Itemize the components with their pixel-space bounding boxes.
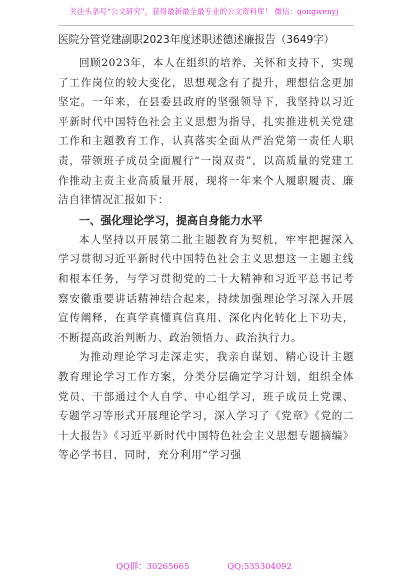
intro-paragraph: 回顾2023年，本人在组织的培养、关怀和支持下，实现了工作岗位的较大变化，思想观念有了提升，理想信念更加坚定。一年来，在县委县政府的坚强领导下，我坚持以习近平新时代中国特色社会主义思想为指导，扎实推进机关党建工作和主题教育工作，认真落实全面从严治党第一责任人职责，带领班子成员全面履行“一岗双责”，以高质量的党建工作推动主责主业高质量开展，现将一年来个人履职履责、廉洁自律情况汇报如下：	[58, 57, 354, 207]
header-promo-text: 关注头条号“公文研究”，获得最新最全最专业的公文资料库！ 微信：gongwenyj	[69, 7, 339, 16]
footer-qq-group: QQ群：30265665	[116, 561, 190, 571]
document-body	[58, 33, 354, 466]
section1-paragraph-1: 本人坚持以开展第二批主题教育为契机，牢牢把握深入学习贯彻习近平新时代中国特色社会主义思想这一主题主线和根本任务，与学习贯彻党的二十大精神和习近平总书记考察安徽重要讲话精神结合起来，持续加强理论学习深入开展宣传阐释，在真学真懂真信真用、深化内化转化上下功夫，不断提高政治判断力、政治领悟力、政治执行力。	[58, 233, 354, 344]
footer-qq-number: QQ:535304092	[227, 561, 292, 571]
section1-paragraph-2: 为推动理论学习走深走实，我亲自谋划、精心设计主题教育理论学习工作方案，分类分层确定学习计划，组织全体党员、干部通过个人自学、中心组学习，班子成员上党课、专题学习等形式开展理论学习，深入学习了《党章》《党的二十大报告》《习近平新时代中国特色社会主义思想专题摘编》等必学书目，同时，充分利用“学习强	[58, 351, 354, 462]
footer-contact	[0, 560, 408, 572]
document-title: 医院分管党建副职2023年度述职述德述廉报告（3649字）	[58, 34, 335, 46]
header-divider	[58, 25, 354, 26]
section-heading-1: 一、强化理论学习，提高自身能力水平	[79, 213, 263, 227]
